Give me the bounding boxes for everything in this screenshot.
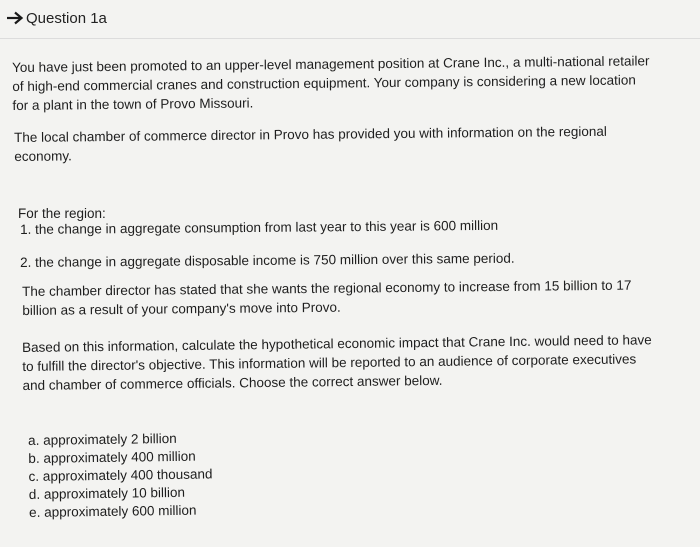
question-title: Question 1a <box>26 9 107 27</box>
region-heading: For the region: <box>18 206 106 221</box>
header-divider <box>0 38 700 39</box>
question-header <box>6 8 107 28</box>
option-a[interactable]: a. approximately 2 billion <box>28 430 177 448</box>
instruction-paragraph: Based on this information, calculate the hypothetical economic impact that Crane Inc. would need to have to fulfill the director's objective. This information will be reported to an audience of corporate executives and chamber of commerce officials. Choose the correct answer below. <box>22 332 652 393</box>
intro-paragraph: You have just been promoted to an upper-level management position at Crane Inc., a multi-national retailer of high-end commercial cranes and construction equipment. Your company is considering a new location for a plant in the town of Provo Missouri. <box>12 53 650 113</box>
arrow-right-icon <box>6 11 24 25</box>
option-d[interactable]: d. approximately 10 billion <box>28 484 186 502</box>
director-paragraph: The chamber director has stated that she wants the regional economy to increase from 15 billion to 17 billion as a result of your company's move into Provo. <box>22 277 632 318</box>
option-e[interactable]: e. approximately 600 million <box>29 502 197 520</box>
consumption-item: 1. the change in aggregate consumption from last year to this year is 600 million <box>20 217 499 237</box>
chamber-paragraph: The local chamber of commerce director in Provo has provided you with information on the regional economy. <box>14 123 607 164</box>
income-item: 2. the change in aggregate disposable income is 750 million over this same period. <box>20 250 515 270</box>
option-b[interactable]: b. approximately 400 million <box>28 448 196 466</box>
option-c[interactable]: c. approximately 400 thousand <box>28 466 213 484</box>
answer-options <box>28 429 213 522</box>
